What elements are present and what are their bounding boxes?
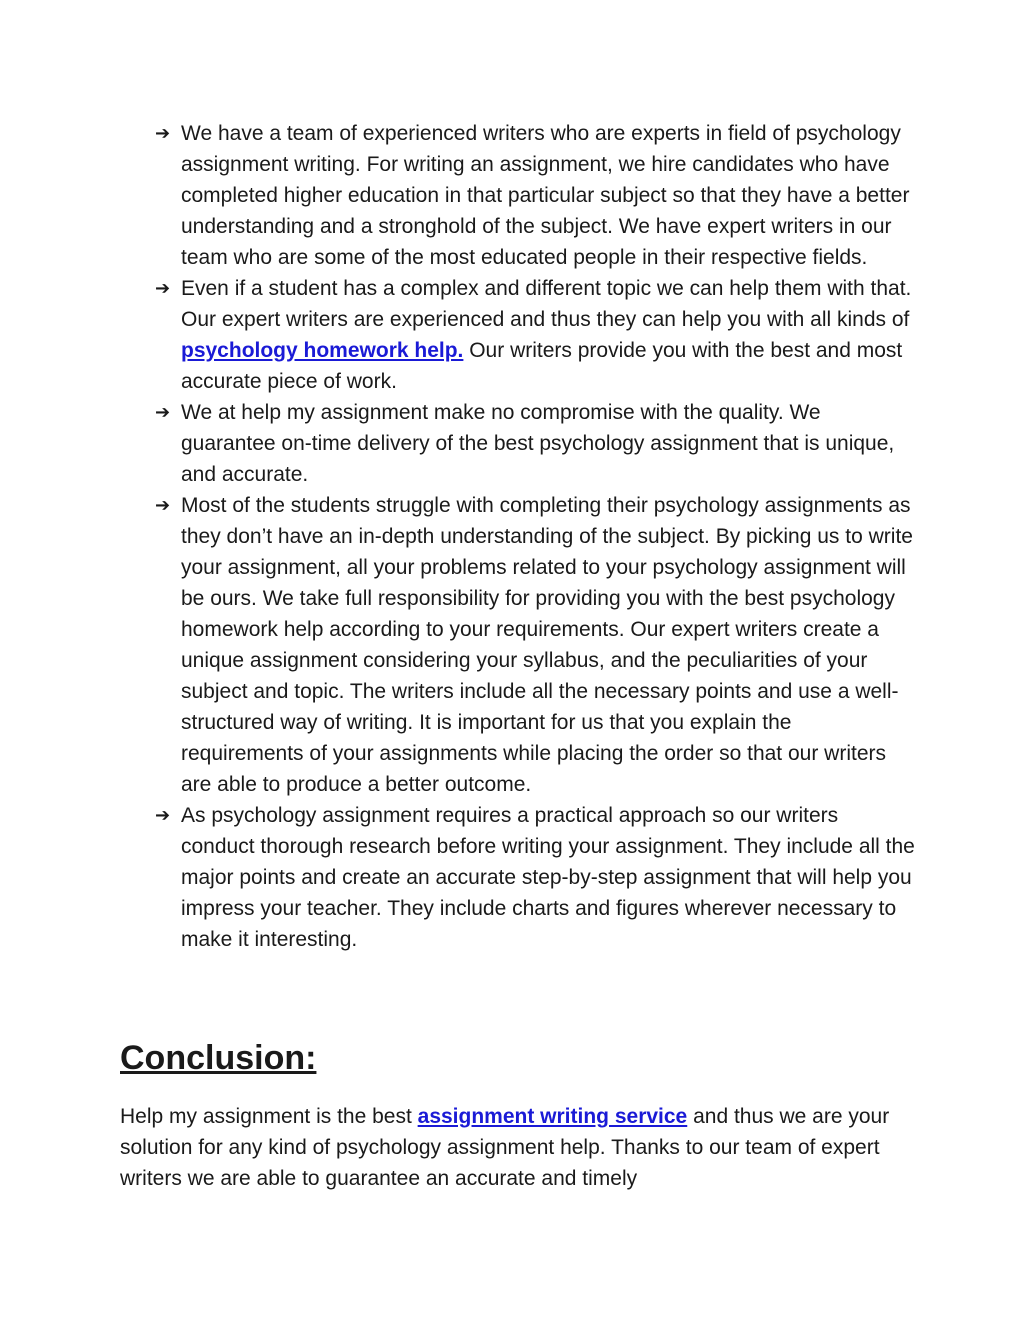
arrow-bullet-icon: ➔ bbox=[155, 805, 171, 826]
conclusion-text-after-link: and thus we are your solution for any kind of psychology assignment help. Thanks to our team of expert writers we are able to guarantee an accurate and timely bbox=[120, 1105, 890, 1190]
arrow-bullet-icon: ➔ bbox=[155, 123, 171, 144]
conclusion-text-before-link: Help my assignment is the best bbox=[120, 1105, 418, 1128]
bullet-text-after-link: Our writers provide you with the best and most accurate piece of work. bbox=[181, 339, 903, 393]
bullet-text: We at help my assignment make no compromise with the quality. We guarantee on-time delivery of the best psychology assignment that is unique, and accurate. bbox=[181, 401, 895, 486]
conclusion-heading: Conclusion: bbox=[120, 1039, 317, 1077]
list-item bbox=[155, 800, 915, 955]
arrow-bullet-icon: ➔ bbox=[155, 278, 171, 299]
bullet-text: Most of the students struggle with completing their psychology assignments as they don’t have an in-depth understanding of the subject. By picking us to write your assignment, all your problems related to your psychology assignment will be ours. We take full responsibility for providing you with the best psychology homework help according to your requirements. Our expert writers create a unique assignment considering your syllabus, and the peculiarities of your subject and topic. The writers include all the necessary points and use a well-structured way of writing. It is important for us that you explain the requirements of your assignments while placing the order so that our writers are able to produce a better outcome. bbox=[181, 494, 913, 796]
list-item bbox=[155, 397, 915, 490]
bullet-text: As psychology assignment requires a practical approach so our writers conduct thorough research before writing your assignment. They include all the major points and create an accurate step-by-step assignment that will help you impress your teacher. They include charts and figures wherever necessary to make it interesting. bbox=[181, 804, 915, 951]
arrow-bullet-icon: ➔ bbox=[155, 495, 171, 516]
bullet-list bbox=[155, 118, 915, 955]
list-item bbox=[155, 273, 915, 397]
list-item bbox=[155, 118, 915, 273]
psychology-homework-help-link[interactable]: psychology homework help. bbox=[181, 339, 464, 362]
assignment-writing-service-link[interactable]: assignment writing service bbox=[417, 1105, 688, 1128]
arrow-bullet-icon: ➔ bbox=[155, 402, 171, 423]
list-item bbox=[155, 490, 915, 800]
bullet-text-before-link: Even if a student has a complex and different topic we can help them with that. Our expert writers are experienced and thus they can help you with all kinds of bbox=[181, 277, 912, 331]
bullet-text: We have a team of experienced writers who are experts in field of psychology assignment writing. For writing an assignment, we hire candidates who have completed higher education in that particular subject so that they have a better understanding and a stronghold of the subject. We have expert writers in our team who are some of the most educated people in their respective fields. bbox=[181, 122, 910, 269]
conclusion-paragraph bbox=[120, 1101, 910, 1194]
